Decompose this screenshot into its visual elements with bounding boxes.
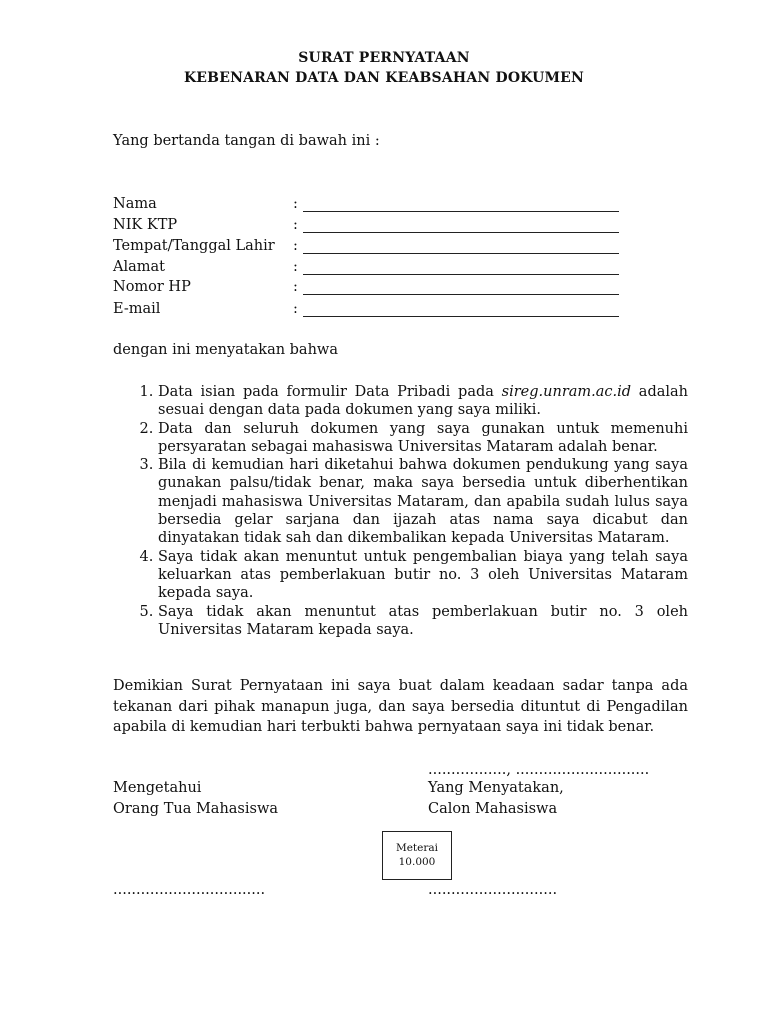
field-colon: :: [293, 217, 298, 233]
list-item: [158, 383, 688, 420]
field-address: [113, 259, 633, 279]
field-colon: :: [293, 238, 298, 254]
stamp-label: Meterai: [395, 842, 439, 854]
nik-blank-line[interactable]: [303, 232, 619, 233]
field-colon: :: [293, 301, 298, 317]
document-title: SURAT PERNYATAAN: [298, 50, 470, 66]
field-colon: :: [293, 196, 298, 212]
field-phone: [113, 279, 633, 299]
name-blank-line[interactable]: [303, 211, 619, 212]
intro-text: Yang bertanda tangan di bawah ini :: [113, 133, 380, 149]
stamp-value: 10.000: [398, 856, 436, 868]
field-label: E-mail: [113, 301, 161, 317]
field-label: NIK KTP: [113, 217, 178, 233]
place-date-line: ................., .............................: [428, 762, 650, 778]
list-item: 4. Saya tidak akan menuntut untuk pengembalian biaya yang telah saya keluarkan atas pemberlakuan butir no. 3 oleh Universitas Mataram kepada saya.: [158, 548, 688, 603]
list-item: 2. Data dan seluruh dokumen yang saya gunakan untuk memenuhi persyaratan sebagai mahasiswa Universitas Mataram adalah benar.: [158, 420, 688, 457]
field-colon: :: [293, 259, 298, 275]
field-label: Nomor HP: [113, 279, 191, 295]
list-item-text: adalah sesuai dengan data pada dokumen yang saya miliki.: [158, 384, 688, 419]
list-item: 3. Bila di kemudian hari diketahui bahwa dokumen pendukung yang saya gunakan palsu/tidak benar, maka saya bersedia untuk diberhentikan menjadi mahasiswa Universitas Mataram, dan apabila sudah lulus saya bersedia gelar sarjana dan ijazah atas nama saya dicabut dan dinyatakan tidak sah dan dikembalikan kepada Universitas Mataram.: [158, 456, 688, 547]
field-birth: [113, 238, 633, 258]
field-email: [113, 301, 633, 321]
student-signature-line: ............................: [428, 882, 558, 898]
parent-signature-line: .................................: [113, 882, 266, 898]
parent-label: Orang Tua Mahasiswa: [113, 801, 279, 817]
student-label: Calon Mahasiswa: [428, 801, 558, 817]
address-blank-line[interactable]: [303, 274, 619, 275]
field-colon: :: [293, 279, 298, 295]
field-label: Tempat/Tanggal Lahir: [113, 238, 275, 254]
acknowledged-label: Mengetahui: [113, 780, 202, 796]
email-blank-line[interactable]: [303, 316, 619, 317]
stamp-box: [382, 831, 452, 880]
list-item-text: Data isian pada formulir Data Pribadi pada: [158, 384, 502, 400]
document-subtitle: KEBENARAN DATA DAN KEABSAHAN DOKUMEN: [183, 70, 585, 86]
closing-paragraph: Demikian Surat Pernyataan ini saya buat dalam keadaan sadar tanpa ada tekanan dari pihak manapun juga, dan saya bersedia dituntut di Pengadilan apabila di kemudian hari terbukti bahwa pernyataan saya ini tidak benar.: [113, 678, 688, 735]
statement-text: dengan ini menyatakan bahwa: [113, 342, 338, 358]
birth-blank-line[interactable]: [303, 253, 619, 254]
field-label: Nama: [113, 196, 157, 212]
phone-blank-line[interactable]: [303, 294, 619, 295]
field-nik: [113, 217, 633, 237]
declarant-label: Yang Menyatakan,: [428, 780, 564, 796]
statement-list: [113, 383, 688, 639]
website-text: sireg.unram.ac.id: [501, 384, 632, 400]
field-name: [113, 196, 633, 216]
list-item: 5. Saya tidak akan menuntut atas pemberlakuan butir no. 3 oleh Universitas Mataram kepada saya.: [158, 603, 688, 640]
field-label: Alamat: [113, 259, 165, 275]
